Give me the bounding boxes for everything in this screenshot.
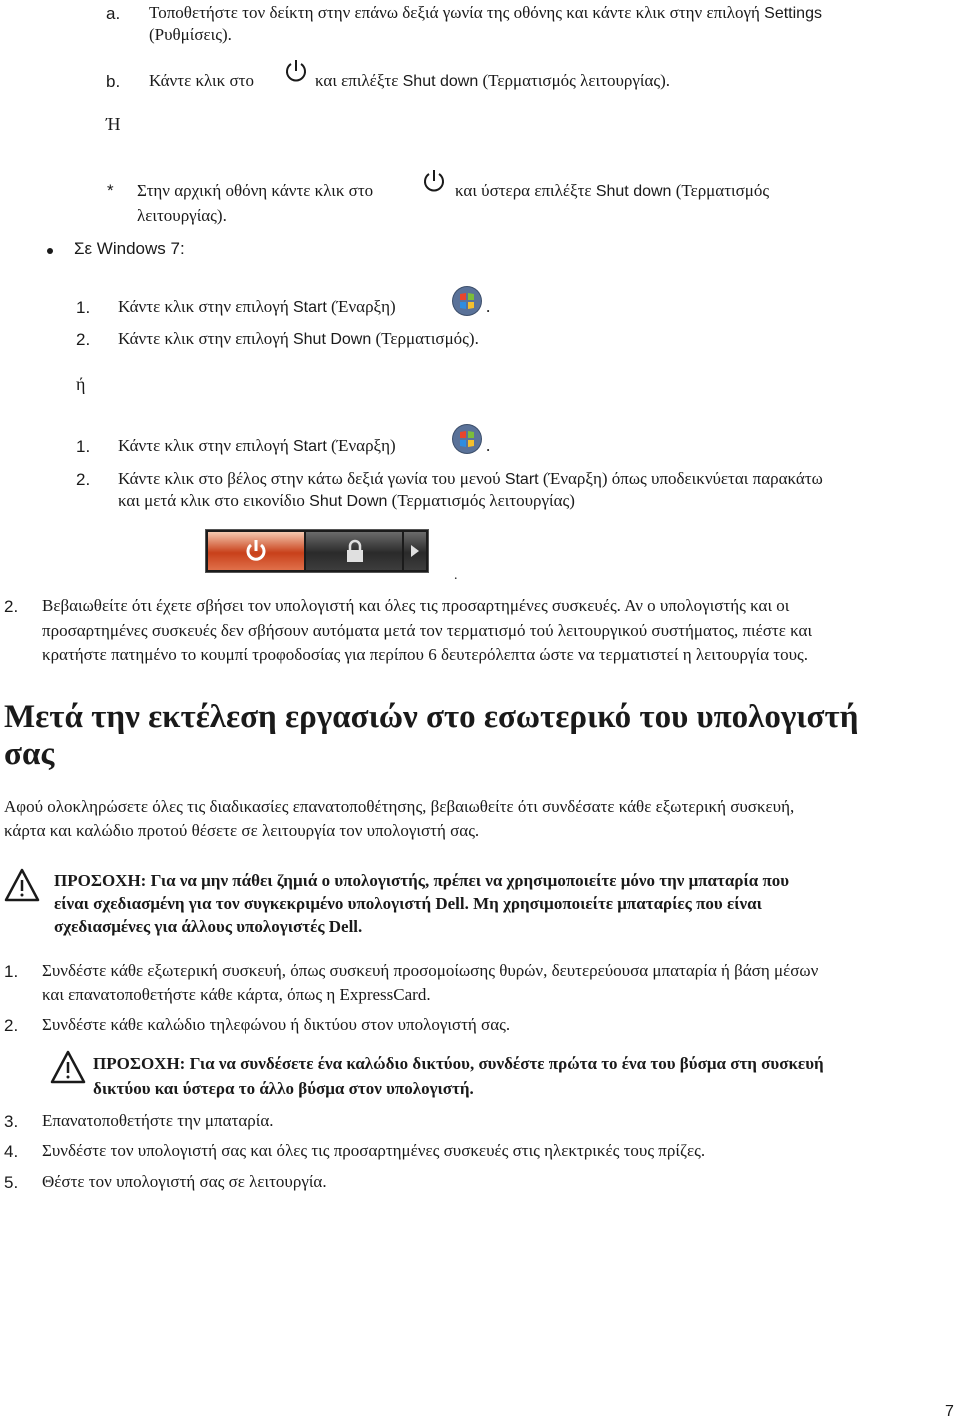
warning-triangle-icon bbox=[50, 1050, 86, 1084]
win7-g2-2-l2-post: (Τερματισμός λειτουργίας) bbox=[387, 491, 575, 510]
bar-dot: . bbox=[454, 568, 458, 583]
caution1-line2: είναι σχεδιασμένη για τον συγκεκριμένο υπολογιστή Dell. Μη χρησιμοποιείτε μπαταρίες που είναι bbox=[54, 894, 762, 913]
star-post: και ύστερα επιλέξτε bbox=[455, 181, 596, 200]
sec-step3-line1: Επανατοποθετήστε την μπαταρία. bbox=[42, 1111, 274, 1130]
win7-g2-2-start: Start bbox=[504, 471, 539, 488]
step-a-text: Τοποθετήστε τον δείκτη στην επάνω δεξιά γωνία της οθόνης και κάντε κλικ στην επιλογή bbox=[149, 3, 765, 22]
section-title-line2: σας bbox=[4, 736, 55, 772]
win7-g2-1-text: Κάντε κλικ στην επιλογή bbox=[118, 436, 293, 455]
section-intro-line1: Αφού ολοκληρώσετε όλες τις διαδικασίες επανατοποθέτησης, βεβαιωθείτε ότι συνδέσατε κάθε εξωτερική συσκευή, bbox=[4, 797, 795, 816]
win7-g1-2-num: 2. bbox=[76, 330, 91, 349]
sec-step3-num: 3. bbox=[4, 1112, 19, 1131]
step-a-settings: Settings bbox=[764, 5, 822, 22]
win7-g2-1-start: Start bbox=[292, 438, 327, 455]
sec-step1-num: 1. bbox=[4, 962, 19, 981]
win7-g1-2-text: Κάντε κλικ στην επιλογή bbox=[118, 329, 293, 348]
warning-triangle-icon bbox=[4, 868, 40, 902]
step-b-post: και επιλέξτε bbox=[315, 71, 403, 90]
sec-step2-line1: Συνδέστε κάθε καλώδιο τηλεφώνου ή δικτύου στον υπολογιστή σας. bbox=[42, 1015, 511, 1034]
win7-g1-1-num: 1. bbox=[76, 298, 91, 317]
win7-g1-2-shutdown: Shut Down bbox=[292, 331, 372, 348]
win7-g1-1-text: Κάντε κλικ στην επιλογή bbox=[118, 297, 293, 316]
win7-g1-2-after: (Τερματισμός). bbox=[371, 329, 479, 348]
win7-g1-1-end: . bbox=[486, 297, 491, 316]
sec-step4-line1: Συνδέστε τον υπολογιστή σας και όλες τις προσαρτημένες συσκευές στις ηλεκτρικές τους πρίζες. bbox=[42, 1141, 706, 1160]
step-b-marker: b. bbox=[106, 72, 121, 91]
win7-g1-1-after: (Έναρξη) bbox=[326, 297, 396, 316]
star-line2: λειτουργίας). bbox=[137, 206, 227, 225]
win7-g2-2-line1 bbox=[118, 469, 823, 489]
step2-num: 2. bbox=[4, 597, 19, 616]
star-pre: Στην αρχική οθόνη κάντε κλικ στο bbox=[137, 181, 374, 200]
power-icon bbox=[421, 168, 447, 194]
star-end: (Τερματισμός bbox=[671, 181, 770, 200]
step2-line3: κρατήστε πατημένο το κουμπί τροφοδοσίας για περίπου 6 δευτερόλεπτα ώστε να τερματιστεί η λειτουργία τους. bbox=[42, 645, 808, 664]
win7-g1-2-line bbox=[118, 329, 479, 349]
win7-g2-1-after: (Έναρξη) bbox=[326, 436, 396, 455]
section-title-line1: Μετά την εκτέλεση εργασιών στο εσωτερικό του υπολογιστή bbox=[4, 699, 859, 735]
caution2-line2: δικτύου και ύστερα το άλλο βύσμα στον υπολογιστή. bbox=[93, 1079, 474, 1098]
windows-orb-icon bbox=[451, 285, 483, 317]
sec-step4-num: 4. bbox=[4, 1142, 19, 1161]
caution2-line1: ΠΡΟΣΟΧΗ: Για να συνδέσετε ένα καλώδιο δικτύου, συνδέστε πρώτα το ένα του βύσμα στη συσκευή bbox=[93, 1054, 824, 1073]
win7-heading: Σε Windows 7: bbox=[74, 239, 185, 258]
lock-icon bbox=[344, 538, 366, 564]
win7-g2-2-l1-post: (Έναρξη) όπως υποδεικνύεται παρακάτω bbox=[538, 469, 823, 488]
caution1-line1: ΠΡΟΣΟΧΗ: Για να μην πάθει ζημιά ο υπολογιστής, πρέπει να χρησιμοποιείτε μόνο την μπαταρία που bbox=[54, 871, 790, 890]
win7-g2-2-shutdown: Shut Down bbox=[309, 493, 388, 510]
arrow-right-icon bbox=[410, 545, 420, 557]
sec-step2-num: 2. bbox=[4, 1016, 19, 1035]
sec-step5-num: 5. bbox=[4, 1173, 19, 1192]
step-a-line1 bbox=[149, 3, 822, 23]
step-a-line2: (Ρυθμίσεις). bbox=[149, 25, 232, 44]
sec-step1-line1: Συνδέστε κάθε εξωτερική συσκευή, όπως συσκευή προσομοίωσης θυρών, δευτερεύουσα μπαταρία ή βάση μέσων bbox=[42, 961, 819, 980]
windows-orb-icon bbox=[451, 423, 483, 455]
sec-step5-line1: Θέστε τον υπολογιστή σας σε λειτουργία. bbox=[42, 1172, 327, 1191]
step-b-end: (Τερματισμός λειτουργίας). bbox=[478, 71, 670, 90]
star-line1 bbox=[455, 181, 769, 201]
win7-g1-1-start: Start bbox=[292, 299, 327, 316]
win7-g2-1-line bbox=[118, 436, 396, 456]
step-b-pre: Κάντε κλικ στο bbox=[149, 71, 254, 90]
power-icon bbox=[283, 58, 309, 84]
page-number: 7 bbox=[945, 1403, 954, 1420]
win7-g2-2-l1-pre: Κάντε κλικ στο βέλος στην κάτω δεξιά γωνία του μενού bbox=[118, 469, 505, 488]
win7-g1-1-line bbox=[118, 297, 396, 317]
step-b-shutdown: Shut down bbox=[402, 73, 479, 90]
section-intro-line2: κάρτα και καλώδιο προτού θέσετε σε λειτουργία τον υπολογιστή σας. bbox=[4, 821, 480, 840]
win7-g2-1-end: . bbox=[486, 436, 491, 455]
step2-line1: Βεβαιωθείτε ότι έχετε σβήσει τον υπολογιστή και όλες τις προσαρτημένες συσκευές. Αν ο υπολογιστής και οι bbox=[42, 596, 790, 615]
or-upper: Ή bbox=[106, 114, 121, 134]
step2-line2: προσαρτημένες συσκευές δεν σβήσουν αυτόματα μετά τον τερματισμό τού λειτουργικού συστήματος, πιέστε και bbox=[42, 621, 813, 640]
win7-g2-2-num: 2. bbox=[76, 470, 91, 489]
star-marker: * bbox=[107, 181, 114, 200]
win7-g2-1-num: 1. bbox=[76, 437, 91, 456]
sec-step1-line2: και επανατοποθετήστε κάθε κάρτα, όπως η ExpressCard. bbox=[42, 985, 431, 1004]
star-shutdown: Shut down bbox=[595, 183, 672, 200]
step-a-marker: a. bbox=[106, 4, 121, 23]
caution1-line3: σχεδιασμένες για άλλους υπολογιστές Dell. bbox=[54, 917, 363, 936]
step-b-line bbox=[315, 71, 670, 91]
bullet bbox=[47, 248, 53, 254]
or-lower: ή bbox=[76, 374, 86, 394]
power-icon bbox=[244, 538, 268, 564]
win7-g2-2-l2-pre: και μετά κλικ στο εικονίδιο bbox=[118, 491, 310, 510]
shutdown-button-bar bbox=[205, 529, 429, 573]
win7-g2-2-line2 bbox=[118, 491, 575, 511]
